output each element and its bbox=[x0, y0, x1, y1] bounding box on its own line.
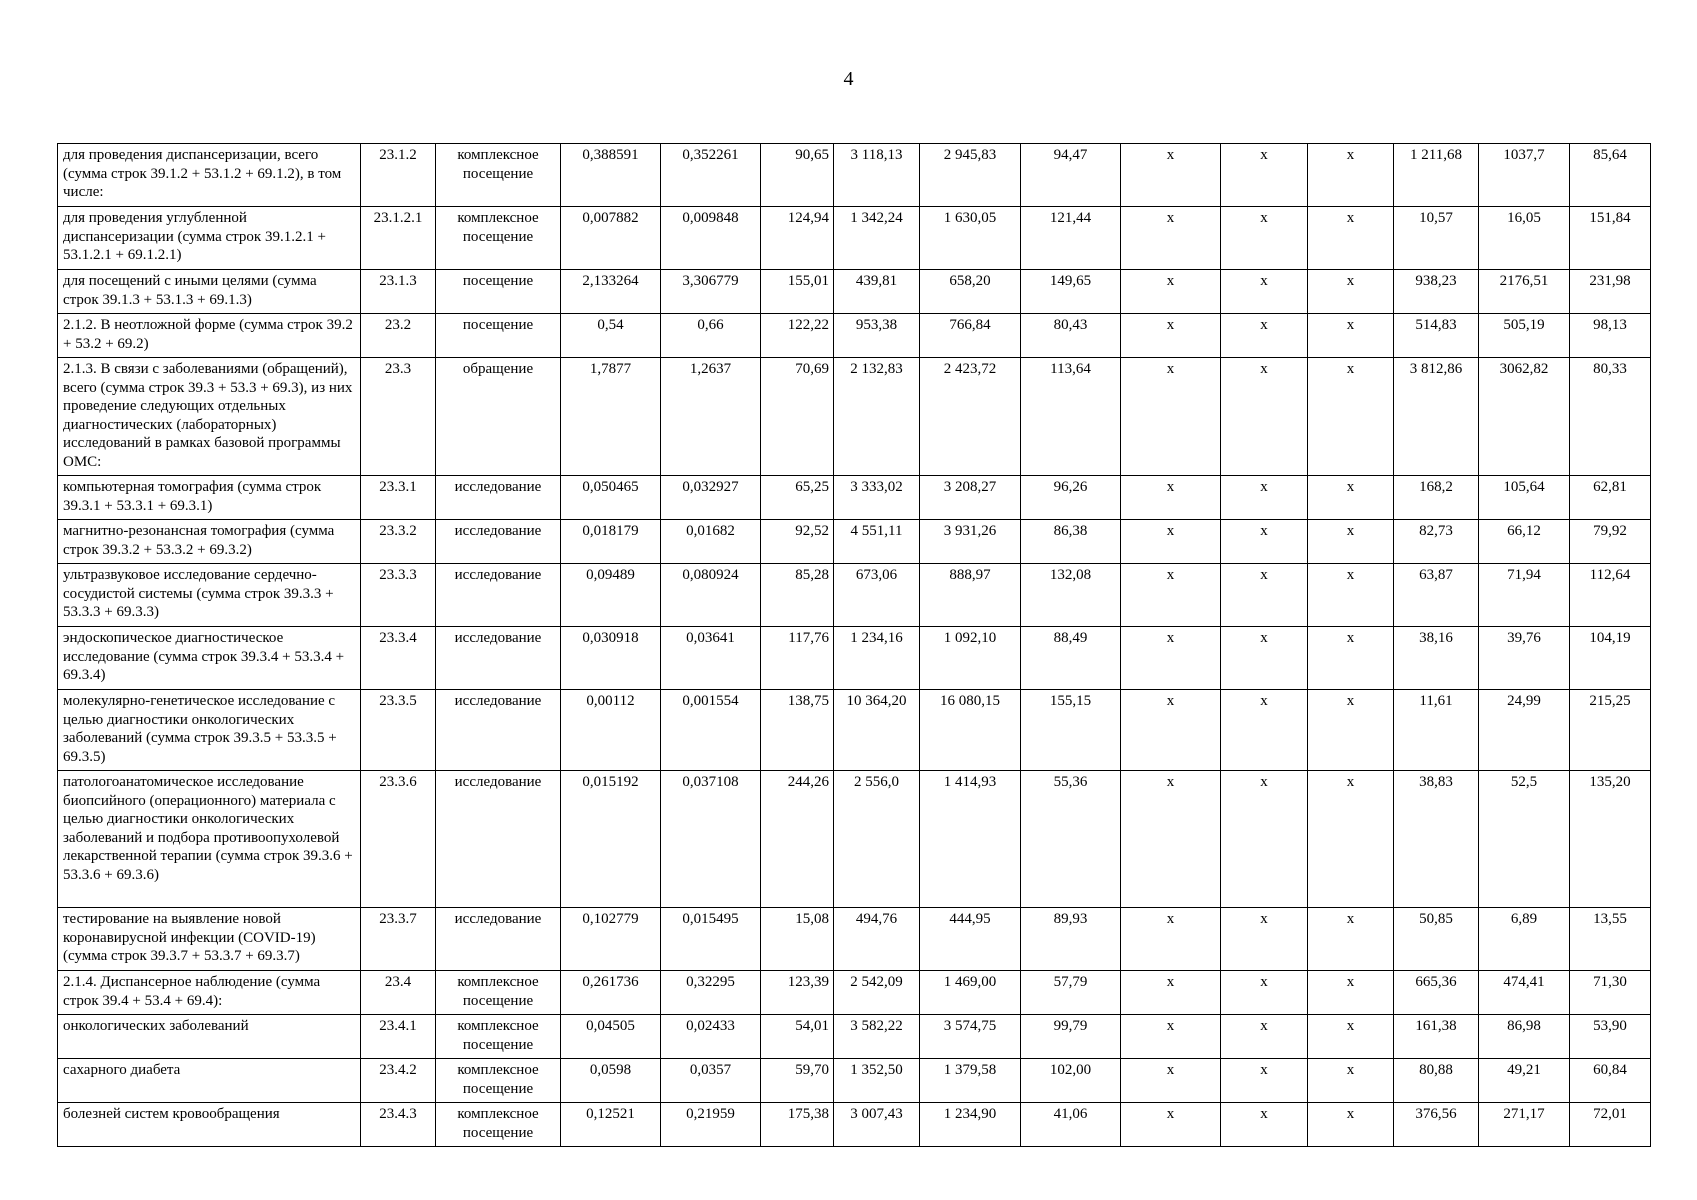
row-code: 23.3.6 bbox=[361, 771, 436, 908]
row-name: сахарного диабета bbox=[58, 1059, 361, 1103]
row-value-5: 658,20 bbox=[920, 270, 1021, 314]
row-unit: исследование bbox=[436, 476, 561, 520]
row-code: 23.1.3 bbox=[361, 270, 436, 314]
row-x-1: х bbox=[1121, 564, 1221, 627]
row-code: 23.3.4 bbox=[361, 627, 436, 690]
row-value-2: 0,01682 bbox=[661, 520, 761, 564]
row-name: магнитно-резонансная томография (сумма строк 39.3.2 + 53.3.2 + 69.3.2) bbox=[58, 520, 361, 564]
row-value-9: 62,81 bbox=[1570, 476, 1651, 520]
row-value-9: 71,30 bbox=[1570, 971, 1651, 1015]
row-x-1: х bbox=[1121, 1059, 1221, 1103]
row-value-2: 0,21959 bbox=[661, 1103, 761, 1147]
row-value-3: 175,38 bbox=[761, 1103, 834, 1147]
row-value-9: 80,33 bbox=[1570, 358, 1651, 476]
row-code: 23.1.2.1 bbox=[361, 207, 436, 270]
row-value-2: 0,66 bbox=[661, 314, 761, 358]
table-row bbox=[58, 627, 1651, 690]
row-value-2: 0,015495 bbox=[661, 908, 761, 971]
row-unit: комплексное посещение bbox=[436, 1015, 561, 1059]
row-value-1: 0,12521 bbox=[561, 1103, 661, 1147]
row-value-9: 151,84 bbox=[1570, 207, 1651, 270]
row-value-4: 1 352,50 bbox=[834, 1059, 920, 1103]
row-x-1: х bbox=[1121, 270, 1221, 314]
row-x-1: х bbox=[1121, 690, 1221, 771]
row-code: 23.2 bbox=[361, 314, 436, 358]
table-row bbox=[58, 358, 1651, 476]
row-value-5: 1 092,10 bbox=[920, 627, 1021, 690]
row-x-3: х bbox=[1308, 207, 1394, 270]
row-value-5: 2 423,72 bbox=[920, 358, 1021, 476]
row-value-5: 444,95 bbox=[920, 908, 1021, 971]
row-x-2: х bbox=[1221, 144, 1308, 207]
row-name: онкологических заболеваний bbox=[58, 1015, 361, 1059]
row-code: 23.3.7 bbox=[361, 908, 436, 971]
row-value-8: 49,21 bbox=[1479, 1059, 1570, 1103]
row-value-8: 71,94 bbox=[1479, 564, 1570, 627]
row-value-7: 38,16 bbox=[1394, 627, 1479, 690]
row-name: тестирование на выявление новой коронавирусной инфекции (COVID-19) (сумма строк 39.3.7 + 53.3.7 + 69.3.7) bbox=[58, 908, 361, 971]
row-value-8: 3062,82 bbox=[1479, 358, 1570, 476]
row-unit: комплексное посещение bbox=[436, 971, 561, 1015]
row-value-2: 0,032927 bbox=[661, 476, 761, 520]
row-value-5: 3 574,75 bbox=[920, 1015, 1021, 1059]
row-value-6: 102,00 bbox=[1021, 1059, 1121, 1103]
table-row bbox=[58, 971, 1651, 1015]
row-value-1: 0,54 bbox=[561, 314, 661, 358]
row-code: 23.3.3 bbox=[361, 564, 436, 627]
row-value-8: 39,76 bbox=[1479, 627, 1570, 690]
row-value-6: 88,49 bbox=[1021, 627, 1121, 690]
row-value-8: 86,98 bbox=[1479, 1015, 1570, 1059]
row-value-9: 13,55 bbox=[1570, 908, 1651, 971]
row-value-5: 1 469,00 bbox=[920, 971, 1021, 1015]
row-value-1: 0,04505 bbox=[561, 1015, 661, 1059]
row-code: 23.4.3 bbox=[361, 1103, 436, 1147]
row-name: для проведения диспансеризации, всего (сумма строк 39.1.2 + 53.1.2 + 69.1.2), в том числе: bbox=[58, 144, 361, 207]
row-value-6: 94,47 bbox=[1021, 144, 1121, 207]
row-value-3: 54,01 bbox=[761, 1015, 834, 1059]
row-x-3: х bbox=[1308, 520, 1394, 564]
row-value-2: 0,03641 bbox=[661, 627, 761, 690]
table-row bbox=[58, 314, 1651, 358]
row-value-9: 231,98 bbox=[1570, 270, 1651, 314]
row-x-2: х bbox=[1221, 908, 1308, 971]
row-value-8: 52,5 bbox=[1479, 771, 1570, 908]
row-value-7: 168,2 bbox=[1394, 476, 1479, 520]
row-x-1: х bbox=[1121, 144, 1221, 207]
row-unit: комплексное посещение bbox=[436, 144, 561, 207]
row-value-4: 4 551,11 bbox=[834, 520, 920, 564]
row-value-3: 123,39 bbox=[761, 971, 834, 1015]
row-value-3: 244,26 bbox=[761, 771, 834, 908]
row-value-8: 16,05 bbox=[1479, 207, 1570, 270]
row-value-4: 439,81 bbox=[834, 270, 920, 314]
row-name: эндоскопическое диагностическое исследование (сумма строк 39.3.4 + 53.3.4 + 69.3.4) bbox=[58, 627, 361, 690]
row-value-4: 953,38 bbox=[834, 314, 920, 358]
table-row bbox=[58, 564, 1651, 627]
row-name: компьютерная томография (сумма строк 39.3.1 + 53.3.1 + 69.3.1) bbox=[58, 476, 361, 520]
row-value-5: 3 208,27 bbox=[920, 476, 1021, 520]
row-value-6: 96,26 bbox=[1021, 476, 1121, 520]
row-value-6: 57,79 bbox=[1021, 971, 1121, 1015]
row-value-5: 1 414,93 bbox=[920, 771, 1021, 908]
row-value-7: 938,23 bbox=[1394, 270, 1479, 314]
row-value-7: 376,56 bbox=[1394, 1103, 1479, 1147]
row-value-6: 121,44 bbox=[1021, 207, 1121, 270]
row-value-9: 104,19 bbox=[1570, 627, 1651, 690]
row-value-8: 2176,51 bbox=[1479, 270, 1570, 314]
row-unit: исследование bbox=[436, 520, 561, 564]
row-name: 2.1.4. Диспансерное наблюдение (сумма строк 39.4 + 53.4 + 69.4): bbox=[58, 971, 361, 1015]
row-value-2: 0,32295 bbox=[661, 971, 761, 1015]
row-x-3: х bbox=[1308, 771, 1394, 908]
row-unit: обращение bbox=[436, 358, 561, 476]
row-unit: исследование bbox=[436, 771, 561, 908]
row-value-9: 79,92 bbox=[1570, 520, 1651, 564]
row-value-7: 50,85 bbox=[1394, 908, 1479, 971]
row-value-9: 98,13 bbox=[1570, 314, 1651, 358]
row-value-4: 3 118,13 bbox=[834, 144, 920, 207]
row-value-2: 1,2637 bbox=[661, 358, 761, 476]
row-unit: комплексное посещение bbox=[436, 1103, 561, 1147]
row-value-5: 2 945,83 bbox=[920, 144, 1021, 207]
row-value-5: 1 234,90 bbox=[920, 1103, 1021, 1147]
row-value-5: 16 080,15 bbox=[920, 690, 1021, 771]
row-value-4: 3 007,43 bbox=[834, 1103, 920, 1147]
row-value-4: 10 364,20 bbox=[834, 690, 920, 771]
row-code: 23.3.2 bbox=[361, 520, 436, 564]
row-value-3: 138,75 bbox=[761, 690, 834, 771]
row-unit: посещение bbox=[436, 270, 561, 314]
row-value-3: 70,69 bbox=[761, 358, 834, 476]
row-x-3: х bbox=[1308, 144, 1394, 207]
row-value-3: 59,70 bbox=[761, 1059, 834, 1103]
row-value-5: 1 630,05 bbox=[920, 207, 1021, 270]
row-unit: исследование bbox=[436, 564, 561, 627]
row-name: молекулярно-генетическое исследование с целью диагностики онкологических заболеваний (сумма строк 39.3.5 + 53.3.5 + 69.3.5) bbox=[58, 690, 361, 771]
row-value-7: 11,61 bbox=[1394, 690, 1479, 771]
row-code: 23.4.1 bbox=[361, 1015, 436, 1059]
row-value-5: 766,84 bbox=[920, 314, 1021, 358]
table-row bbox=[58, 207, 1651, 270]
row-x-2: х bbox=[1221, 627, 1308, 690]
row-value-2: 3,306779 bbox=[661, 270, 761, 314]
row-x-3: х bbox=[1308, 627, 1394, 690]
row-unit: комплексное посещение bbox=[436, 207, 561, 270]
row-value-8: 474,41 bbox=[1479, 971, 1570, 1015]
row-name: болезней систем кровообращения bbox=[58, 1103, 361, 1147]
row-code: 23.4 bbox=[361, 971, 436, 1015]
row-value-4: 494,76 bbox=[834, 908, 920, 971]
row-x-2: х bbox=[1221, 270, 1308, 314]
row-x-1: х bbox=[1121, 358, 1221, 476]
row-value-6: 55,36 bbox=[1021, 771, 1121, 908]
row-x-1: х bbox=[1121, 520, 1221, 564]
row-value-2: 0,001554 bbox=[661, 690, 761, 771]
row-value-1: 0,018179 bbox=[561, 520, 661, 564]
row-value-1: 0,007882 bbox=[561, 207, 661, 270]
row-code: 23.3.5 bbox=[361, 690, 436, 771]
row-value-9: 112,64 bbox=[1570, 564, 1651, 627]
row-value-3: 90,65 bbox=[761, 144, 834, 207]
row-x-2: х bbox=[1221, 564, 1308, 627]
row-x-3: х bbox=[1308, 476, 1394, 520]
row-value-3: 124,94 bbox=[761, 207, 834, 270]
row-value-8: 271,17 bbox=[1479, 1103, 1570, 1147]
row-value-9: 53,90 bbox=[1570, 1015, 1651, 1059]
row-name: патологоанатомическое исследование биопсийного (операционного) материала с целью диагностики онкологических заболеваний и подбора противоопухолевой лекарственной терапии (сумма строк 39.3.6 + 53.3.6 + 69.3.6) bbox=[58, 771, 361, 908]
row-value-9: 72,01 bbox=[1570, 1103, 1651, 1147]
table-row bbox=[58, 270, 1651, 314]
data-table bbox=[57, 143, 1651, 1147]
row-name: 2.1.3. В связи с заболеваниями (обращений), всего (сумма строк 39.3 + 53.3 + 69.3), из них проведение следующих отдельных диагностических (лабораторных) исследований в рамках базовой программы ОМС: bbox=[58, 358, 361, 476]
row-x-3: х bbox=[1308, 690, 1394, 771]
row-x-3: х bbox=[1308, 358, 1394, 476]
row-value-4: 2 132,83 bbox=[834, 358, 920, 476]
row-x-3: х bbox=[1308, 1103, 1394, 1147]
row-value-7: 38,83 bbox=[1394, 771, 1479, 908]
row-name: для посещений с иными целями (сумма строк 39.1.3 + 53.1.3 + 69.1.3) bbox=[58, 270, 361, 314]
row-value-7: 10,57 bbox=[1394, 207, 1479, 270]
row-x-1: х bbox=[1121, 908, 1221, 971]
row-x-2: х bbox=[1221, 690, 1308, 771]
row-value-4: 2 542,09 bbox=[834, 971, 920, 1015]
row-value-2: 0,080924 bbox=[661, 564, 761, 627]
row-code: 23.1.2 bbox=[361, 144, 436, 207]
row-x-2: х bbox=[1221, 358, 1308, 476]
row-value-4: 1 342,24 bbox=[834, 207, 920, 270]
row-value-7: 82,73 bbox=[1394, 520, 1479, 564]
row-value-3: 122,22 bbox=[761, 314, 834, 358]
row-x-2: х bbox=[1221, 314, 1308, 358]
row-value-9: 85,64 bbox=[1570, 144, 1651, 207]
row-value-9: 60,84 bbox=[1570, 1059, 1651, 1103]
row-value-4: 1 234,16 bbox=[834, 627, 920, 690]
row-x-1: х bbox=[1121, 1015, 1221, 1059]
row-value-2: 0,037108 bbox=[661, 771, 761, 908]
row-value-7: 1 211,68 bbox=[1394, 144, 1479, 207]
row-x-2: х bbox=[1221, 1015, 1308, 1059]
row-x-3: х bbox=[1308, 1015, 1394, 1059]
row-value-2: 0,352261 bbox=[661, 144, 761, 207]
row-value-6: 80,43 bbox=[1021, 314, 1121, 358]
row-value-3: 117,76 bbox=[761, 627, 834, 690]
row-value-6: 89,93 bbox=[1021, 908, 1121, 971]
row-x-3: х bbox=[1308, 908, 1394, 971]
row-value-1: 0,102779 bbox=[561, 908, 661, 971]
row-x-2: х bbox=[1221, 207, 1308, 270]
row-code: 23.4.2 bbox=[361, 1059, 436, 1103]
table-row bbox=[58, 520, 1651, 564]
row-value-1: 0,015192 bbox=[561, 771, 661, 908]
row-x-2: х bbox=[1221, 1103, 1308, 1147]
table-row bbox=[58, 476, 1651, 520]
row-name: ультразвуковое исследование сердечно-сосудистой системы (сумма строк 39.3.3 + 53.3.3 + 69.3.3) bbox=[58, 564, 361, 627]
row-value-4: 3 582,22 bbox=[834, 1015, 920, 1059]
row-x-1: х bbox=[1121, 1103, 1221, 1147]
row-value-2: 0,02433 bbox=[661, 1015, 761, 1059]
row-unit: комплексное посещение bbox=[436, 1059, 561, 1103]
row-x-1: х bbox=[1121, 971, 1221, 1015]
row-unit: посещение bbox=[436, 314, 561, 358]
row-value-1: 0,261736 bbox=[561, 971, 661, 1015]
page-number: 4 bbox=[843, 68, 854, 90]
row-value-7: 80,88 bbox=[1394, 1059, 1479, 1103]
row-value-4: 673,06 bbox=[834, 564, 920, 627]
row-value-8: 24,99 bbox=[1479, 690, 1570, 771]
row-name: для проведения углубленной диспансеризации (сумма строк 39.1.2.1 + 53.1.2.1 + 69.1.2.1) bbox=[58, 207, 361, 270]
row-value-5: 1 379,58 bbox=[920, 1059, 1021, 1103]
row-value-6: 86,38 bbox=[1021, 520, 1121, 564]
row-unit: исследование bbox=[436, 627, 561, 690]
row-value-7: 63,87 bbox=[1394, 564, 1479, 627]
row-value-1: 2,133264 bbox=[561, 270, 661, 314]
row-value-4: 2 556,0 bbox=[834, 771, 920, 908]
row-value-1: 0,050465 bbox=[561, 476, 661, 520]
row-value-2: 0,009848 bbox=[661, 207, 761, 270]
row-x-3: х bbox=[1308, 270, 1394, 314]
row-value-6: 41,06 bbox=[1021, 1103, 1121, 1147]
row-value-1: 0,0598 bbox=[561, 1059, 661, 1103]
row-value-6: 155,15 bbox=[1021, 690, 1121, 771]
row-x-2: х bbox=[1221, 520, 1308, 564]
row-value-3: 15,08 bbox=[761, 908, 834, 971]
row-x-1: х bbox=[1121, 476, 1221, 520]
row-value-6: 113,64 bbox=[1021, 358, 1121, 476]
row-x-1: х bbox=[1121, 771, 1221, 908]
row-x-2: х bbox=[1221, 971, 1308, 1015]
row-value-9: 215,25 bbox=[1570, 690, 1651, 771]
row-value-8: 6,89 bbox=[1479, 908, 1570, 971]
row-x-3: х bbox=[1308, 1059, 1394, 1103]
row-value-7: 161,38 bbox=[1394, 1015, 1479, 1059]
row-code: 23.3 bbox=[361, 358, 436, 476]
table-body bbox=[58, 144, 1651, 1147]
row-code: 23.3.1 bbox=[361, 476, 436, 520]
data-table-container bbox=[57, 143, 1650, 1147]
table-row bbox=[58, 1103, 1651, 1147]
row-x-1: х bbox=[1121, 314, 1221, 358]
table-row bbox=[58, 144, 1651, 207]
row-value-3: 65,25 bbox=[761, 476, 834, 520]
row-value-8: 66,12 bbox=[1479, 520, 1570, 564]
row-unit: исследование bbox=[436, 690, 561, 771]
row-value-6: 99,79 bbox=[1021, 1015, 1121, 1059]
row-value-3: 92,52 bbox=[761, 520, 834, 564]
table-row bbox=[58, 690, 1651, 771]
table-row bbox=[58, 1015, 1651, 1059]
table-row bbox=[58, 1059, 1651, 1103]
row-x-3: х bbox=[1308, 564, 1394, 627]
row-x-2: х bbox=[1221, 476, 1308, 520]
row-value-1: 0,00112 bbox=[561, 690, 661, 771]
row-value-1: 0,388591 bbox=[561, 144, 661, 207]
row-value-6: 149,65 bbox=[1021, 270, 1121, 314]
row-value-3: 85,28 bbox=[761, 564, 834, 627]
row-x-1: х bbox=[1121, 627, 1221, 690]
row-value-8: 1037,7 bbox=[1479, 144, 1570, 207]
row-value-7: 514,83 bbox=[1394, 314, 1479, 358]
row-value-7: 665,36 bbox=[1394, 971, 1479, 1015]
row-value-7: 3 812,86 bbox=[1394, 358, 1479, 476]
row-x-3: х bbox=[1308, 314, 1394, 358]
table-row bbox=[58, 908, 1651, 971]
row-value-3: 155,01 bbox=[761, 270, 834, 314]
row-x-3: х bbox=[1308, 971, 1394, 1015]
row-value-9: 135,20 bbox=[1570, 771, 1651, 908]
row-value-1: 1,7877 bbox=[561, 358, 661, 476]
row-x-2: х bbox=[1221, 1059, 1308, 1103]
row-value-8: 105,64 bbox=[1479, 476, 1570, 520]
row-value-4: 3 333,02 bbox=[834, 476, 920, 520]
row-name: 2.1.2. В неотложной форме (сумма строк 39.2 + 53.2 + 69.2) bbox=[58, 314, 361, 358]
row-x-2: х bbox=[1221, 771, 1308, 908]
row-value-8: 505,19 bbox=[1479, 314, 1570, 358]
row-value-5: 3 931,26 bbox=[920, 520, 1021, 564]
row-value-5: 888,97 bbox=[920, 564, 1021, 627]
row-unit: исследование bbox=[436, 908, 561, 971]
table-row bbox=[58, 771, 1651, 908]
row-value-1: 0,09489 bbox=[561, 564, 661, 627]
row-value-6: 132,08 bbox=[1021, 564, 1121, 627]
row-x-1: х bbox=[1121, 207, 1221, 270]
row-value-2: 0,0357 bbox=[661, 1059, 761, 1103]
row-value-1: 0,030918 bbox=[561, 627, 661, 690]
